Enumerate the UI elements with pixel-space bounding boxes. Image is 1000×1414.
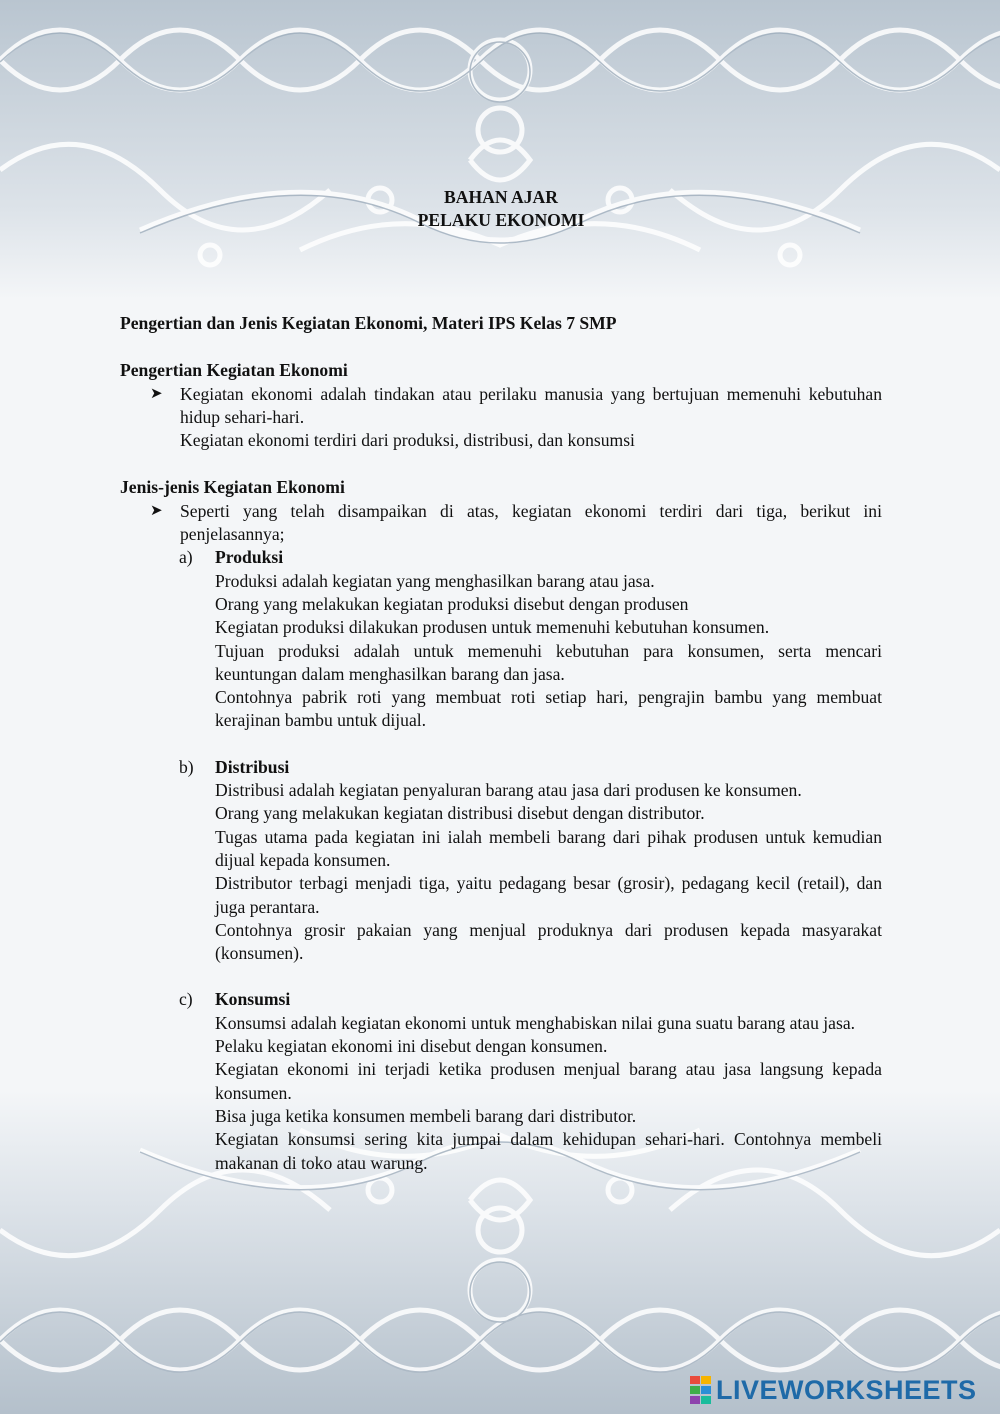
liveworksheets-logo-icon <box>690 1376 712 1404</box>
item-line: Distribusi adalah kegiatan penyaluran barang atau jasa dari produsen ke konsumen. <box>215 780 802 801</box>
bullet-continuation: Kegiatan ekonomi terdiri dari produksi, distribusi, dan konsumsi <box>180 430 635 451</box>
bullet-text: Seperti yang telah disampaikan di atas, kegiatan ekonomi terdiri dari tiga, berikut ini penjelasannya; <box>180 500 882 545</box>
item-line: Contohnya grosir pakaian yang menjual produknya dari produsen kepada masyarakat (konsumen). <box>215 919 882 964</box>
item-line: Kegiatan konsumsi sering kita jumpai dalam kehidupan sehari-hari. Contohnya membeli makanan di toko atau warung. <box>215 1129 882 1173</box>
item-line: Orang yang melakukan kegiatan distribusi disebut dengan distributor. <box>215 803 705 824</box>
document-title-line2: PELAKU EKONOMI <box>417 210 585 230</box>
item-line: Contohnya pabrik roti yang membuat roti setiap hari, pengrajin bambu yang membuat kerajinan bambu untuk dijual. <box>215 687 882 731</box>
item-line: Pelaku kegiatan ekonomi ini disebut dengan konsumen. <box>215 1036 608 1057</box>
list-item-produksi <box>120 546 882 732</box>
bullet-text: Kegiatan ekonomi adalah tindakan atau perilaku manusia yang bertujuan memenuhi kebutuhan hidup sehari-hari. <box>180 383 882 427</box>
list-item-konsumsi <box>120 988 882 1174</box>
list-marker: b) <box>179 756 194 777</box>
list-item-distribusi <box>120 756 882 966</box>
document-content <box>120 186 882 1175</box>
item-line: Orang yang melakukan kegiatan produksi disebut dengan produsen <box>215 593 689 614</box>
item-title: Produksi <box>215 547 284 568</box>
liveworksheets-wordmark: LIVEWORKSHEETS <box>716 1374 977 1405</box>
liveworksheets-brand <box>690 1374 977 1406</box>
document-subtitle: Pengertian dan Jenis Kegiatan Ekonomi, Materi IPS Kelas 7 SMP <box>120 313 617 333</box>
item-title: Distribusi <box>215 756 290 777</box>
arrow-bullet-icon: ➤ <box>150 502 163 519</box>
section-heading-jenis: Jenis-jenis Kegiatan Ekonomi <box>120 477 345 498</box>
bullet-item <box>120 383 882 430</box>
item-line: Bisa juga ketika konsumen membeli barang dari distributor. <box>215 1105 637 1126</box>
item-line: Kegiatan produksi dilakukan produsen untuk memenuhi kebutuhan konsumen. <box>215 617 770 638</box>
arrow-bullet-icon: ➤ <box>150 385 163 402</box>
bullet-item <box>120 500 882 547</box>
section-heading-pengertian: Pengertian Kegiatan Ekonomi <box>120 360 348 381</box>
item-line: Tujuan produksi adalah untuk memenuhi kebutuhan para konsumen, serta mencari keuntungan dalam menghasilkan barang dan jasa. <box>215 640 882 684</box>
item-line: Konsumsi adalah kegiatan ekonomi untuk menghabiskan nilai guna suatu barang atau jasa. <box>215 1012 856 1033</box>
list-marker: a) <box>179 547 193 568</box>
item-line: Produksi adalah kegiatan yang menghasilkan barang atau jasa. <box>215 570 655 591</box>
item-title: Konsumsi <box>215 989 291 1010</box>
item-line: Distributor terbagi menjadi tiga, yaitu pedagang besar (grosir), pedagang kecil (retail), dan juga perantara. <box>215 873 882 917</box>
document-title-line1: BAHAN AJAR <box>444 187 558 207</box>
item-line: Tugas utama pada kegiatan ini ialah membeli barang dari pihak produsen untuk kemudian dijual kepada konsumen. <box>215 826 882 870</box>
item-line: Kegiatan ekonomi ini terjadi ketika produsen menjual barang atau jasa langsung kepada konsumen. <box>215 1059 882 1103</box>
list-marker: c) <box>179 989 193 1010</box>
